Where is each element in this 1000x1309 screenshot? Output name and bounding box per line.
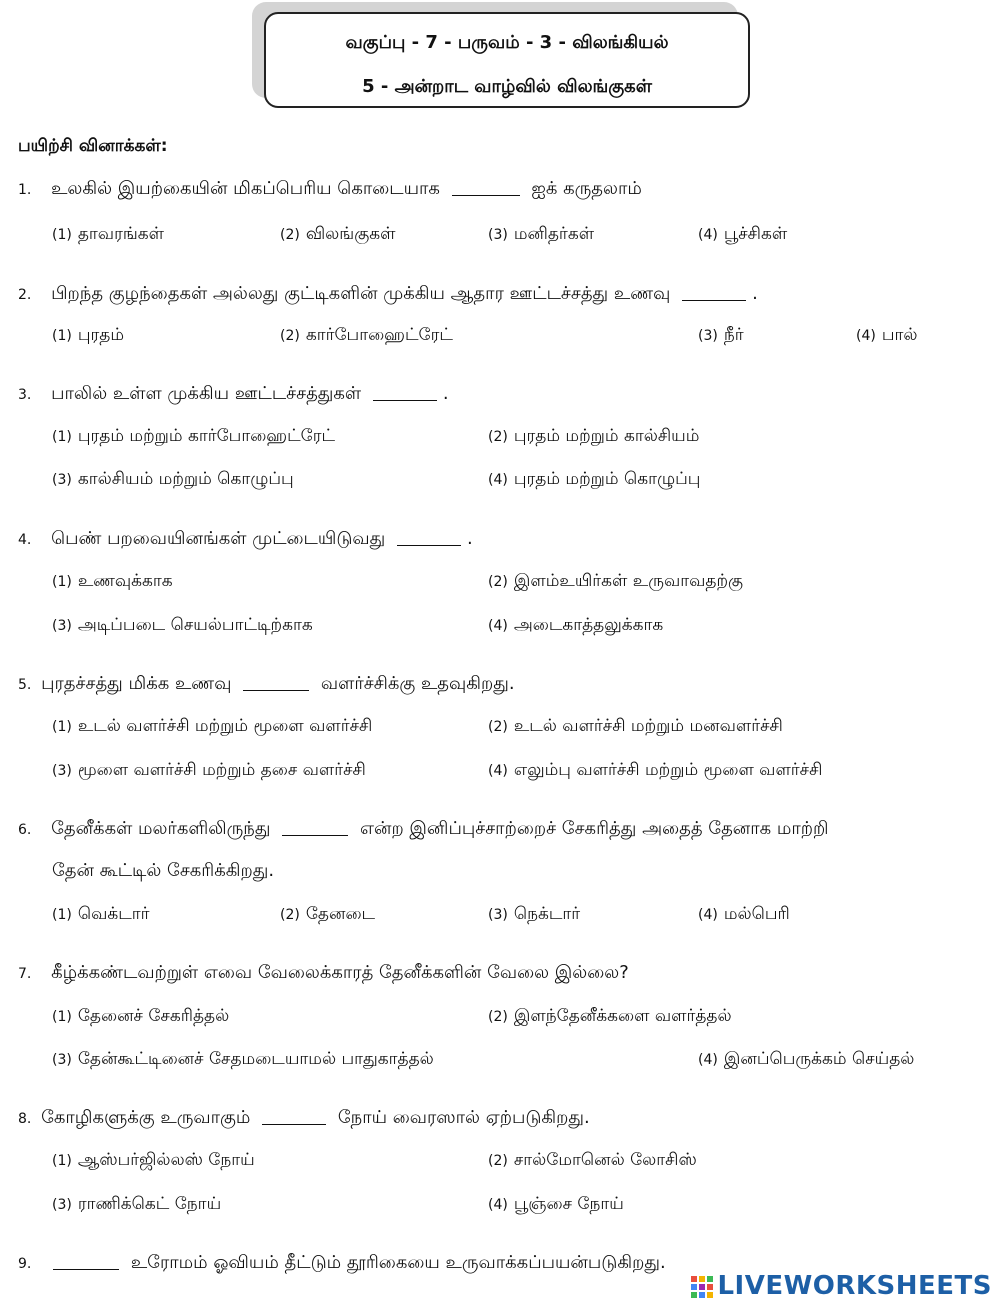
- option-2[interactable]: (2) உடல் வளர்ச்சி மற்றும் மனவளர்ச்சி: [488, 716, 783, 736]
- option-1[interactable]: (1) புரதம்: [52, 325, 125, 345]
- question-text-after: ஐக் கருதலாம்: [531, 178, 642, 199]
- option-4[interactable]: (4) பூச்சிகள்: [698, 224, 788, 244]
- question-number: 5.: [18, 677, 32, 693]
- liveworksheets-logo: [691, 1271, 992, 1301]
- option-4[interactable]: (4) அடைகாத்தலுக்காக: [488, 615, 664, 635]
- question-number: 3.: [18, 387, 32, 403]
- question-4: [18, 528, 473, 551]
- option-1[interactable]: (1) வெக்டார்: [52, 904, 150, 924]
- question-text: கோழிகளுக்கு உருவாகும்: [41, 1107, 251, 1128]
- liveworksheets-icon: [691, 1274, 713, 1298]
- option-2[interactable]: (2) கார்போஹைட்ரேட்: [280, 325, 453, 345]
- answer-blank[interactable]: [373, 400, 437, 401]
- option-1[interactable]: (1) தாவரங்கள்: [52, 224, 164, 244]
- question-number: 9.: [18, 1256, 32, 1272]
- question-text-after: நோய் வைரஸால் ஏற்படுகிறது.: [337, 1107, 590, 1128]
- title-line-lesson: 5 - அன்றாட வாழ்வில் விலங்குகள்: [362, 76, 652, 97]
- question-text-after: உரோமம் ஓவியம் தீட்டும் தூரிகையை உருவாக்கப்பயன்படுகிறது.: [130, 1252, 666, 1273]
- option-3[interactable]: (3) மனிதர்கள்: [488, 224, 595, 244]
- answer-blank[interactable]: [53, 1269, 119, 1270]
- question-8: [18, 1107, 590, 1130]
- question-text: பிறந்த குழந்தைகள் அல்லது குட்டிகளின் முக்கிய ஆதார ஊட்டச்சத்து உணவு: [51, 283, 671, 304]
- answer-blank[interactable]: [282, 835, 348, 836]
- question-text: கீழ்க்கண்டவற்றுள் எவை வேலைக்காரத் தேனீக்களின் வேலை இல்லை?: [51, 962, 629, 983]
- option-3[interactable]: (3) நெக்டார்: [488, 904, 581, 924]
- answer-blank[interactable]: [243, 690, 309, 691]
- question-1: [18, 178, 642, 201]
- answer-blank[interactable]: [682, 300, 746, 301]
- option-2[interactable]: (2) தேனடை: [280, 904, 376, 924]
- option-4[interactable]: (4) புரதம் மற்றும் கொழுப்பு: [488, 469, 701, 489]
- option-4[interactable]: (4) எலும்பு வளர்ச்சி மற்றும் மூளை வளர்ச்சி: [488, 760, 823, 780]
- question-5: [18, 673, 515, 696]
- option-4[interactable]: (4) பூஞ்சை நோய்: [488, 1194, 624, 1214]
- question-3: [18, 383, 449, 406]
- question-text-after: வளர்ச்சிக்கு உதவுகிறது.: [320, 673, 515, 694]
- question-number: 7.: [18, 966, 32, 982]
- question-text-after: என்ற இனிப்புச்சாற்றைச் சேகரித்து அதைத் தேனாக மாற்றி: [359, 818, 829, 839]
- option-3[interactable]: (3) ராணிக்கெட் நோய்: [52, 1194, 222, 1214]
- question-text: பெண் பறவையினங்கள் முட்டையிடுவது: [51, 528, 386, 549]
- question-text-after: .: [442, 383, 449, 404]
- question-6: [18, 818, 829, 841]
- option-3[interactable]: (3) கால்சியம் மற்றும் கொழுப்பு: [52, 469, 294, 489]
- question-text: உலகில் இயற்கையின் மிகப்பெரிய கொடையாக: [51, 178, 440, 199]
- option-1[interactable]: (1) புரதம் மற்றும் கார்போஹைட்ரேட்: [52, 426, 336, 446]
- question-text-after: .: [467, 528, 473, 549]
- option-4[interactable]: (4) மல்பெரி: [698, 904, 790, 924]
- logo-text: LIVEWORKSHEETS: [717, 1271, 992, 1301]
- question-text: புரதச்சத்து மிக்க உணவு: [41, 673, 232, 694]
- title-line-class: வகுப்பு - 7 - பருவம் - 3 - விலங்கியல்: [345, 32, 669, 53]
- question-text: தேனீக்கள் மலர்களிலிருந்து: [51, 818, 271, 839]
- question-2: [18, 283, 758, 306]
- question-7: [18, 962, 629, 985]
- answer-blank[interactable]: [262, 1124, 326, 1125]
- question-number: 1.: [18, 182, 32, 198]
- option-1[interactable]: (1) உடல் வளர்ச்சி மற்றும் மூளை வளர்ச்சி: [52, 716, 373, 736]
- option-3[interactable]: (3) மூளை வளர்ச்சி மற்றும் தசை வளர்ச்சி: [52, 760, 366, 780]
- option-1[interactable]: (1) ஆஸ்பர்ஜில்லஸ் நோய்: [52, 1150, 255, 1170]
- option-2[interactable]: (2) இளந்தேனீக்களை வளர்த்தல்: [488, 1006, 732, 1026]
- option-3[interactable]: (3) அடிப்படை செயல்பாட்டிற்காக: [52, 615, 313, 635]
- question-text-after: .: [752, 283, 758, 304]
- option-2[interactable]: (2) விலங்குகள்: [280, 224, 396, 244]
- option-2[interactable]: (2) சால்மோனெல் லோசிஸ்: [488, 1150, 697, 1170]
- option-4[interactable]: (4) இனப்பெருக்கம் செய்தல்: [698, 1049, 915, 1069]
- option-2[interactable]: (2) இளம்உயிர்கள் உருவாவதற்கு: [488, 571, 744, 591]
- answer-blank[interactable]: [397, 545, 461, 546]
- title-box: [264, 12, 750, 108]
- question-number: 6.: [18, 822, 32, 838]
- option-3[interactable]: (3) நீர்: [698, 325, 744, 345]
- option-2[interactable]: (2) புரதம் மற்றும் கால்சியம்: [488, 426, 700, 446]
- option-1[interactable]: (1) உணவுக்காக: [52, 571, 173, 591]
- answer-blank[interactable]: [452, 195, 520, 196]
- option-3[interactable]: (3) தேன்கூட்டினைச் சேதமடையாமல் பாதுகாத்தல்: [52, 1049, 434, 1069]
- question-number: 8.: [18, 1111, 32, 1127]
- option-1[interactable]: (1) தேனைச் சேகரித்தல்: [52, 1006, 230, 1026]
- question-number: 4.: [18, 532, 32, 548]
- question-number: 2.: [18, 287, 32, 303]
- question-text: பாலில் உள்ள முக்கிய ஊட்டச்சத்துகள்: [51, 383, 362, 404]
- option-4[interactable]: (4) பால்: [856, 325, 918, 345]
- question-9: [18, 1252, 666, 1275]
- section-title: பயிற்சி வினாக்கள்:: [18, 136, 168, 156]
- question-6-line2: தேன் கூட்டில் சேகரிக்கிறது.: [52, 860, 275, 881]
